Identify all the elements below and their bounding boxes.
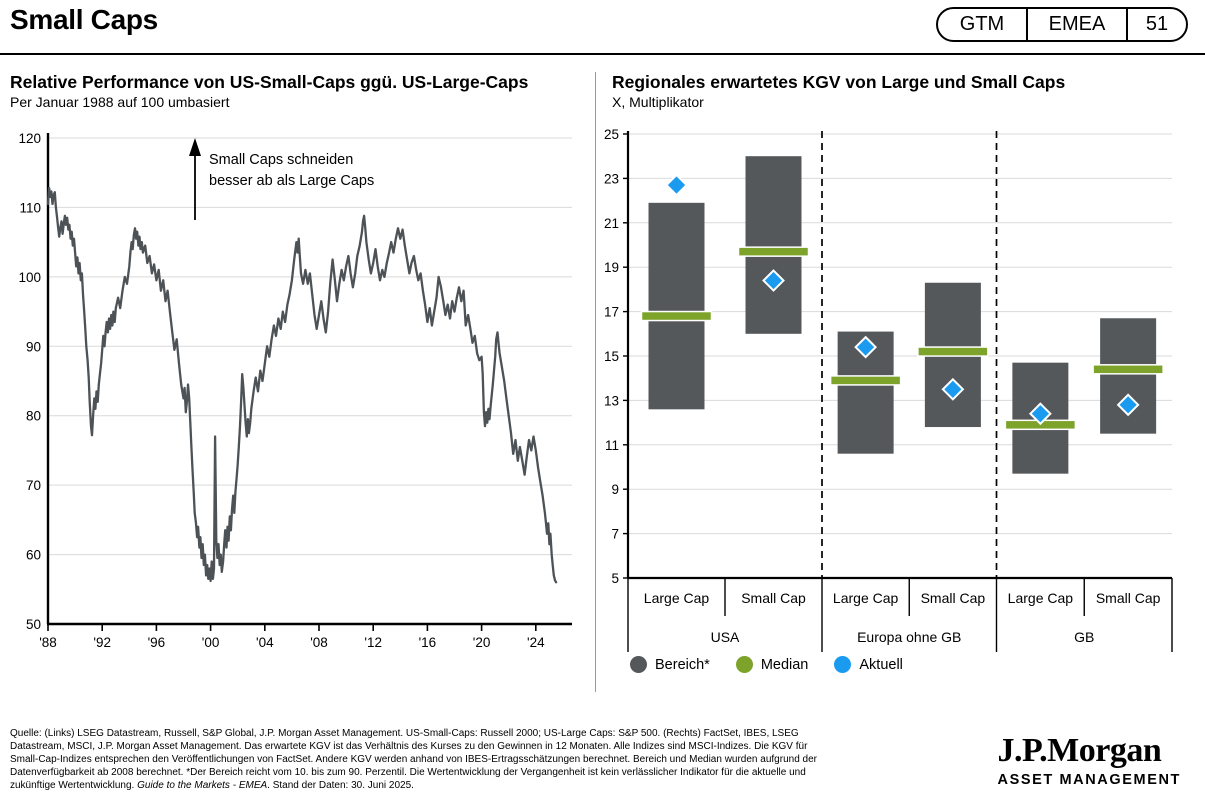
badge-region-label: EMEA [1026,9,1126,40]
source-line: Small-Cap-Indizes entsprechen den Veröffentlichungen von FactSet. Andere KGV werden anhand von IBES-Ertragsschätzungen berechnet. Bereich und Median wurden aufgrund der [10,754,817,765]
badge-gtm-label: GTM [959,13,1005,35]
page-title: Small Caps [10,4,158,35]
cap-label: Small Cap [920,590,986,606]
x-tick-label: '88 [39,635,57,650]
range-bar [1100,318,1156,433]
y-tick-label: 9 [611,482,619,498]
panel-divider [595,72,596,692]
y-tick-label: 15 [603,349,619,364]
kgv-chart-legend [630,656,903,673]
legend-item-bereich [630,656,710,673]
y-tick-label: 11 [604,437,619,453]
left-chart-title: Relative Performance von US-Small-Caps ggü. US-Large-Caps [10,72,529,92]
gtm-page-badge [936,7,1188,42]
x-tick-label: '16 [418,635,437,650]
legend-item-aktuell [834,656,903,673]
relative-performance-chart [10,116,590,664]
region-label: GB [1074,629,1095,645]
range-bar [746,156,802,334]
range-swatch-icon [630,656,647,673]
asset-management-label: ASSET MANAGEMENT [997,772,1181,788]
x-tick-label: '00 [201,635,220,650]
y-tick-label: 90 [25,339,41,355]
x-tick-label: '92 [93,635,111,650]
x-tick-label: '24 [527,635,545,650]
region-label: Europa ohne GB [857,629,962,645]
cap-label: Large Cap [832,590,899,606]
y-tick-label: 13 [603,393,619,409]
y-tick-label: 5 [611,571,619,586]
annotation-text: besser ab als Large Caps [209,173,375,189]
source-note [10,727,985,792]
median-bar [1093,365,1163,374]
y-tick-label: 120 [18,131,41,146]
x-tick-label: '20 [472,635,491,650]
x-tick-label: '08 [310,635,328,650]
regional-kgv-chart [600,116,1195,661]
right-chart-title: Regionales erwartetes KGV von Large und Small Caps [612,72,1066,92]
y-tick-label: 50 [25,617,41,632]
region-label: USA [710,629,740,645]
cap-label: Small Cap [1095,590,1161,606]
cap-label: Large Cap [643,590,710,606]
annotation-arrowhead [189,138,201,156]
source-line: Datastream, MSCI, J.P. Morgan Asset Management. Das erwartete KGV ist das Verhältnis des Kurses zu den Gewinnen in 12 Monaten. Alle Indizes sind MSCI-Indizes. Die KGV für [10,741,808,752]
badge-page-number: 51 [1126,9,1186,40]
jpmorgan-wordmark: J.P.Morgan [997,732,1162,769]
source-line: zukünftige Wertentwicklung. Guide to the Markets - EMEA. Stand der Daten: 30. Juni 2025. [10,780,414,791]
y-tick-label: 60 [25,547,41,563]
y-tick-label: 25 [603,127,619,142]
x-tick-label: '04 [256,635,274,650]
cap-label: Large Cap [1007,590,1074,606]
range-bar [649,203,705,410]
jpmorgan-logo [998,733,1182,788]
legend-label: Bereich* [655,656,710,673]
header-divider [0,53,1205,55]
median-bar [918,347,988,356]
source-line: Quelle: (Links) LSEG Datastream, Russell, S&P Global, J.P. Morgan Asset Management. US-Small-Caps: Russell 2000; US-Large Caps: S&P 500. (Rechts) FactSet, IBES, LSEG [10,728,799,739]
x-tick-label: '12 [364,635,382,650]
right-chart-subtitle: X, Multiplikator [612,94,704,110]
y-tick-label: 7 [611,526,619,542]
y-tick-label: 80 [25,408,41,424]
median-bar [642,312,712,321]
annotation-text: Small Caps schneiden [209,152,354,168]
y-tick-label: 23 [603,171,619,187]
y-tick-label: 17 [603,304,619,320]
aktuell-swatch-icon [834,656,851,673]
legend-label: Median [760,656,809,673]
median-swatch-icon [736,656,753,673]
source-line: Datenverfügbarkeit ab 2008 berechnet. *Der Bereich reicht vom 10. bis zum 90. Perzentil. Die Wertentwicklung der Vergangenheit ist kein verlässlicher Indikator für die aktuelle und [10,767,806,778]
y-tick-label: 100 [18,269,41,285]
legend-item-median [736,656,809,673]
cap-label: Small Cap [741,590,806,606]
y-tick-label: 21 [603,215,619,231]
y-tick-label: 19 [603,260,619,276]
y-tick-label: 70 [25,478,41,494]
median-bar [831,376,901,385]
x-tick-label: '96 [147,635,166,650]
legend-label: Aktuell [859,656,903,673]
median-bar [739,247,809,256]
y-tick-label: 110 [19,200,41,216]
left-chart-subtitle: Per Januar 1988 auf 100 umbasiert [10,94,230,110]
performance-line [48,188,556,582]
